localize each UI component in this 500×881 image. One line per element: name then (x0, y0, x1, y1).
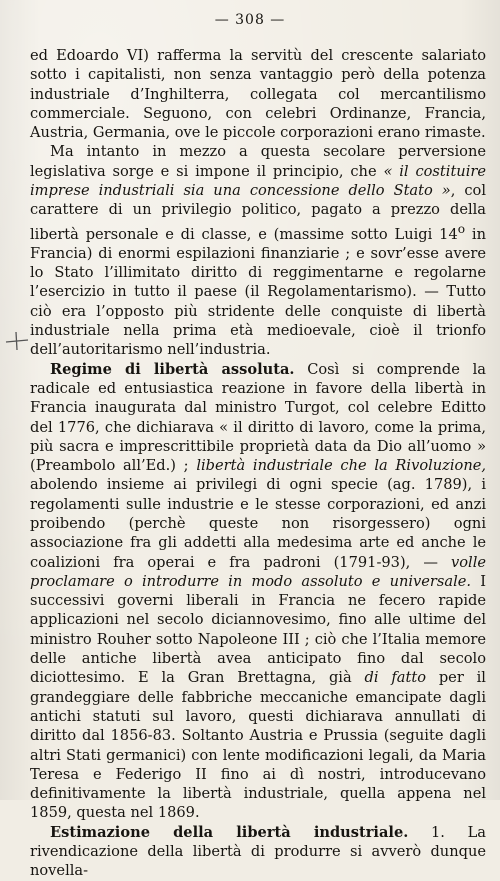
paragraph-4 (30, 823, 486, 881)
paragraph-2-text-c: in Francia) di enormi espilazioni finanziarie ; e sovr’esse avere lo Stato l’illimitato diritto di reggimentarne e regolarne l’esercizio in tutto il paese (il Regolamentarismo). — Tutto ciò era l’opposto più stridente delle conquiste di libertà industriale nella prima età medioevale, cioè il trionfo dell’autoritarismo nell’industria. (30, 225, 486, 359)
paragraph-2-text-b: , col carattere di un privilegio politico, pagato a prezzo della libertà personale e di classe, e (massime sotto Luigi 14 (30, 182, 486, 243)
paragraph-2-text-a: Ma intanto in mezzo a questa secolare perversione legislativa sorge e si impone il principio, che (30, 143, 486, 180)
paragraph-1-text: ed Edoardo VI) rafferma la servitù del crescente salariato sotto i capitalisti, non senza vantaggio però della potenza industriale d’Inghilterra, collegata col mercantilismo commerciale. Seguono, con celebri Ordinanze, Francia, Austria, Germania, ove le piccole corporazioni erano rimaste. (30, 47, 486, 142)
paragraph-3-text-b: abolendo insieme ai privilegi di ogni specie (ag. 1789), i regolamenti sulle industrie e le stesse corporazioni, ed anzi proibendo (perchè queste non risorgessero) ogni associazione fra gli addetti alla medesima arte ed anche le coalizioni fra operai e fra padroni (1791-93), — (30, 476, 486, 571)
paragraph-3-text-c: I successivi governi liberali in Francia ne fecero rapide applicazioni nel secolo diciannovesimo, fino alle ultime del ministro Rouher sotto Napoleone III ; ciò che l’Italia memore delle antiche libertà avea anticipato fino dal secolo diciottesimo. E la Gran Brettagna, già (30, 572, 486, 687)
body-text (30, 46, 486, 881)
paragraph-3-italic-2: volle proclamare o introdurre in modo assoluto e universale. (30, 553, 487, 590)
paragraph-4-text-a: 1. La rivendicazione della libertà di produrre si avverò dunque novella- (30, 823, 486, 880)
paragraph-3-italic-1: libertà industriale che la Rivoluzione, (196, 457, 486, 475)
page-number: — 308 — (214, 12, 286, 28)
paragraph-3 (30, 360, 486, 823)
paragraph-2-superscript: o (457, 221, 466, 236)
paragraph-3-text-a: Così si comprende la radicale ed entusiastica reazione in favore della libertà in Francia inaugurata dal ministro Turgot, col celebre Editto del 1776, che dichiarava « il diritto di lavoro, come la prima, più sacra e imprescrittibile proprietà data da Dio all’uomo » (Preambolo all’Ed.) ; (30, 360, 486, 475)
paragraph-3-text-d: per il grandeggiare delle fabbriche meccaniche emancipate dagli antichi statuti sul lavoro, questi dichiarava annullati di diritto dal 1856-83. Soltanto Austria e Prussia (seguite dagli altri Stati germanici) con lente modificazioni legali, da Maria Teresa e Federigo II fino ai dì nostri, introducevano definitivamente la libertà industriale, quella appena nel 1859, questa nel 1869. (30, 669, 486, 822)
paragraph-3-italic-3: di fatto (364, 669, 426, 687)
margin-pencil-mark (4, 330, 30, 352)
paragraph-1 (30, 46, 486, 142)
section-heading-regime: Regime di libertà assoluta. (50, 360, 295, 378)
paragraph-2 (30, 142, 486, 359)
section-heading-estimazione: Estimazione della libertà industriale. (50, 823, 409, 841)
paragraph-2-italic: « il costituire imprese industriali sia una concessione dello Stato » (30, 162, 486, 200)
